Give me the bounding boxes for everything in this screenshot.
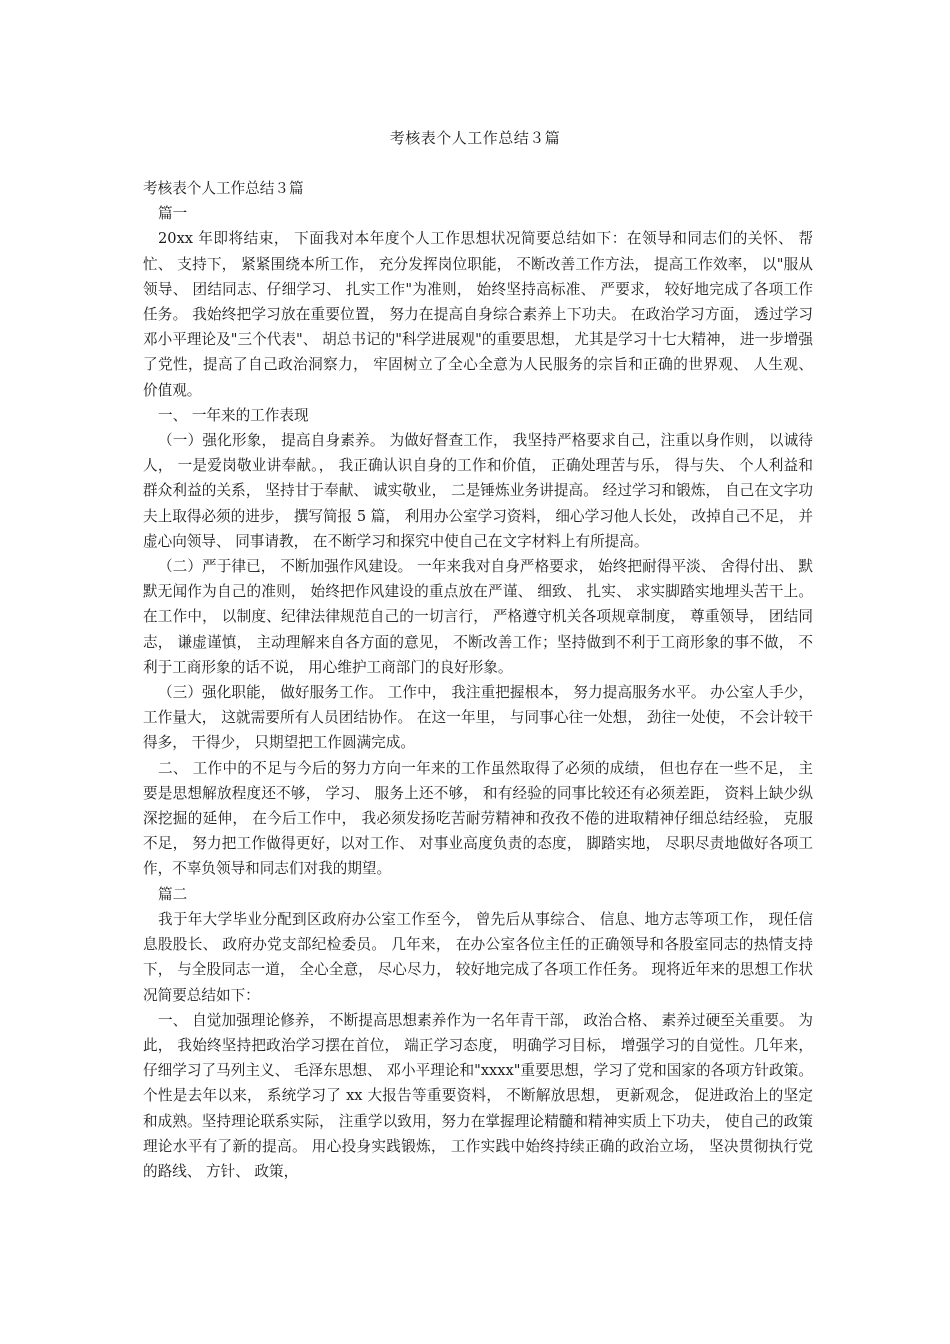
paragraph-shortcomings: 二、 工作中的不足与今后的努力方向一年来的工作虽然取得了必须的成绩， 但也存在一些不足， 主要是思想解放程度还不够， 学习、 服务上还不够， 和有经验的同事比较还有必须差距， 资料上缺少纵深挖掘的延伸， 在今后工作中， 我必须发扬吃苦耐劳精神和孜孜不倦的进取精神仔细总结经验， 克服不足， 努力把工作做得更好，以对工作、 对事业高度负责的态度， 脚踏实地， 尽职尽责地做好各项工作，不辜负领导和同志们对我的期望。 <box>143 759 813 878</box>
section-heading-performance: 一、 一年来的工作表现 <box>158 406 309 424</box>
section-label-part-one: 篇一 <box>158 205 188 223</box>
paragraph-item-1: （一）强化形象， 提高自身素养。 为做好督查工作， 我坚持严格要求自己，注重以身作则， 以诚待人， 一是爱岗敬业讲奉献。， 我正确认识自身的工作和价值， 正确处理苦与乐， 得与失、 个人利益和群众利益的关系， 坚持甘于奉献、 诚实敬业， 二是锤炼业务讲提高。 经过学习和锻炼， 自己在文字功夫上取得必须的进步， 撰写简报 5 篇， 利用办公室学习资料， 细心学习他人长处， 改掉自己不足， 并虚心向领导、 同事请教， 在不断学习和探究中使自己在文字材料上有所提高。 <box>143 432 813 550</box>
paragraph-intro: 20xx 年即将结束， 下面我对本年度个人工作思想状况简要总结如下：在领导和同志们的关怀、 帮忙、 支持下， 紧紧围绕本所工作， 充分发挥岗位职能， 不断改善工作方法， 提高工作效率， 以"服从领导、 团结同志、仔细学习、 扎实工作"为准则， 始终坚持高标准、 严要求， 较好地完成了各项工作任务。 我始终把学习放在重要位置， 努力在提高自身综合素养上下功夫。 在政治学习方面， 透过学习邓小平理论及"三个代表"、 胡总书记的"科学进展观"的重要思想， 尤其是学习十七大精神， 进一步增强了党性，提高了自己政治洞察力， 牢固树立了全心全意为人民服务的宗旨和正确的世界观、 人生观、 价值观。 <box>143 230 813 399</box>
document-body <box>143 176 813 1184</box>
paragraph-part-two-intro: 我于年大学毕业分配到区政府办公室工作至今， 曾先后从事综合、 信息、地方志等项工作， 现任信息股股长、 政府办党支部纪检委员。 几年来， 在办公室各位主任的正确领导和各股室同志的热情支持下， 与全股同志一道， 全心全意， 尽心尽力， 较好地完成了各项工作任务。 现将近年来的思想工作状况简要总结如下： <box>143 910 813 1004</box>
paragraph-item-3: （三）强化职能， 做好服务工作。 工作中， 我注重把握根本， 努力提高服务水平。 办公室人手少， 工作量大， 这就需要所有人员团结协作。 在这一年里， 与同事心往一处想， 劲往一处使， 不会计较干得多， 干得少， 只期望把工作圆满完成。 <box>143 684 813 752</box>
body-heading: 考核表个人工作总结３篇 <box>143 180 304 197</box>
paragraph-theory-study: 一、 自觉加强理论修养， 不断提高思想素养作为一名年青干部， 政治合格、 素养过硬至关重要。 为此， 我始终坚持把政治学习摆在首位， 端正学习态度， 明确学习目标， 增强学习的自觉性。几年来， 仔细学习了马列主义、 毛泽东思想、 邓小平理论和"xxxx"重要思想，学习了党和国家的各项方针政策。 个性是去年以来， 系统学习了 xx 大报告等重要资料， 不断解放思想， 更新观念， 促进政治上的坚定和成熟。坚持理论联系实际， 注重学以致用，努力在掌握理论精髓和精神实质上下功夫， 使自己的政策理论水平有了新的提高。 用心投身实践锻炼， 工作实践中始终持续正确的政治立场， 坚决贯彻执行党的路线、 方针、 政策， <box>143 1011 813 1180</box>
section-label-part-two: 篇二 <box>158 885 188 903</box>
paragraph-item-2: （二）严于律已， 不断加强作风建设。 一年来我对自身严格要求， 始终把耐得平淡、 舍得付出、 默默无闻作为自己的准则， 始终把作风建设的重点放在严谨、 细致、 扎实、 求实脚踏实地埋头苦干上。 在工作中， 以制度、纪律法律规范自己的一切言行， 严格遵守机关各项规章制度， 尊重领导， 团结同志， 谦虚谨慎， 主动理解来自各方面的意见， 不断改善工作；坚持做到不利于工商形象的事不做， 不利于工商形象的话不说， 用心维护工商部门的良好形象。 <box>143 558 813 676</box>
document-title: 考核表个人工作总结３篇 <box>389 129 561 147</box>
